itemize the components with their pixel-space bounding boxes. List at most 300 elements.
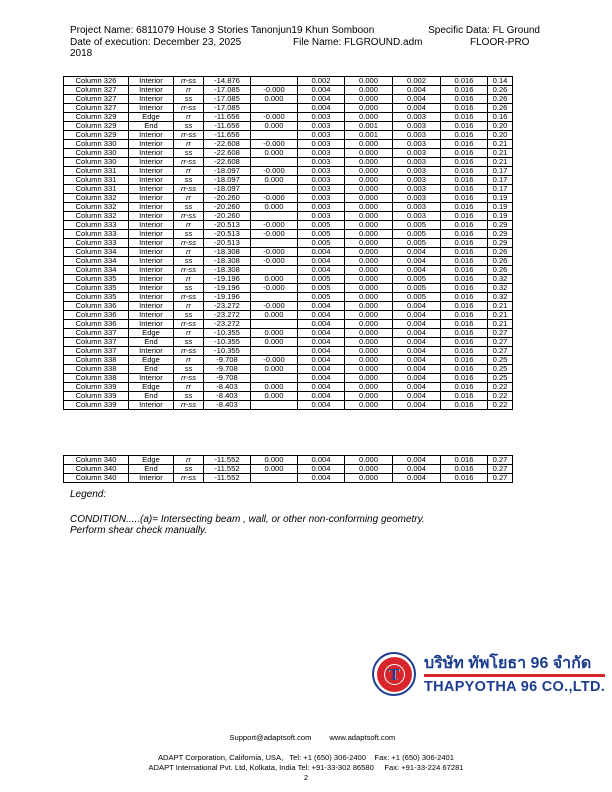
- table-cell: 0.003: [298, 158, 345, 167]
- table-row: [64, 221, 513, 230]
- table-cell: 0.003: [298, 176, 345, 185]
- table-cell: rr: [174, 302, 204, 311]
- table-row: [64, 275, 513, 284]
- table-cell: -18.097: [204, 167, 251, 176]
- table-cell: rr-ss: [174, 320, 204, 329]
- table-row: [64, 230, 513, 239]
- table-cell: Interior: [129, 104, 174, 113]
- table-cell: ss: [174, 122, 204, 131]
- table-cell: 0.003: [393, 140, 441, 149]
- table-cell: 0.25: [488, 374, 513, 383]
- table-cell: -9.708: [204, 365, 251, 374]
- table-cell: 0.000: [345, 212, 393, 221]
- table-cell: -20.513: [204, 230, 251, 239]
- table-cell: 0.000: [345, 113, 393, 122]
- table-cell: Interior: [129, 284, 174, 293]
- table-cell: 0.003: [298, 140, 345, 149]
- legend-section: [70, 489, 425, 536]
- table-cell: Interior: [129, 149, 174, 158]
- table-cell: 0.000: [345, 392, 393, 401]
- logo-text-block: [424, 654, 605, 695]
- table-cell: Column 336: [64, 320, 129, 329]
- table-row: [64, 194, 513, 203]
- table-cell: rr-ss: [174, 185, 204, 194]
- table-cell: 0.004: [393, 302, 441, 311]
- table-cell: [251, 293, 298, 302]
- table-cell: -20.260: [204, 203, 251, 212]
- table-cell: ss: [174, 465, 204, 474]
- table-cell: Column 339: [64, 383, 129, 392]
- table-cell: Column 340: [64, 456, 129, 465]
- table-cell: 0.21: [488, 149, 513, 158]
- table-cell: 0.004: [298, 329, 345, 338]
- table-cell: Interior: [129, 266, 174, 275]
- table-cell: 0.000: [251, 275, 298, 284]
- table-cell: 0.004: [298, 257, 345, 266]
- table-cell: 0.000: [251, 329, 298, 338]
- table-row: [64, 465, 513, 474]
- table-cell: Column 329: [64, 113, 129, 122]
- table-cell: [251, 158, 298, 167]
- table-cell: 0.000: [345, 176, 393, 185]
- table-cell: 0.004: [298, 383, 345, 392]
- table-cell: End: [129, 365, 174, 374]
- table-cell: -19.196: [204, 284, 251, 293]
- table-cell: Column 330: [64, 140, 129, 149]
- table-cell: Interior: [129, 230, 174, 239]
- table-cell: 0.004: [393, 392, 441, 401]
- table-cell: 0.003: [298, 185, 345, 194]
- table-cell: End: [129, 122, 174, 131]
- table-cell: 0.004: [393, 347, 441, 356]
- table-cell: 0.005: [298, 230, 345, 239]
- table-cell: 0.000: [251, 122, 298, 131]
- table-cell: 0.016: [441, 383, 488, 392]
- table-cell: 0.16: [488, 113, 513, 122]
- table-row: [64, 474, 513, 483]
- table-cell: [251, 239, 298, 248]
- table-cell: 0.016: [441, 338, 488, 347]
- table-cell: -22.608: [204, 140, 251, 149]
- table-cell: 0.016: [441, 293, 488, 302]
- table-cell: -17.085: [204, 95, 251, 104]
- table-cell: -23.272: [204, 311, 251, 320]
- table-cell: Interior: [129, 131, 174, 140]
- table-cell: rr-ss: [174, 131, 204, 140]
- table-cell: Column 338: [64, 365, 129, 374]
- table-cell: 0.016: [441, 392, 488, 401]
- project-name: Project Name: 6811079 House 3 Stories Tanonjun19 Khun Somboon: [70, 25, 375, 36]
- table-cell: 0.32: [488, 284, 513, 293]
- table-cell: 0.016: [441, 275, 488, 284]
- table-cell: -11.656: [204, 113, 251, 122]
- table-cell: Interior: [129, 140, 174, 149]
- table-cell: 0.004: [393, 257, 441, 266]
- table-cell: Column 331: [64, 167, 129, 176]
- table-row: [64, 104, 513, 113]
- table-cell: 0.003: [393, 176, 441, 185]
- footer-corporation-line: ADAPT Corporation, California, USA, Tel: +1 (650) 306-2400 Fax: +1 (650) 306-2401: [157, 753, 455, 762]
- table-cell: [251, 131, 298, 140]
- table-cell: 0.000: [345, 365, 393, 374]
- table-row: [64, 176, 513, 185]
- logo-divider: [424, 674, 605, 677]
- table-cell: Column 335: [64, 284, 129, 293]
- header-line-1: [70, 25, 540, 37]
- table-cell: 0.004: [393, 266, 441, 275]
- table-cell: 0.20: [488, 122, 513, 131]
- table-cell: 0.26: [488, 86, 513, 95]
- table-cell: Column 335: [64, 293, 129, 302]
- report-footer: [0, 723, 612, 783]
- table-cell: 0.21: [488, 311, 513, 320]
- table-cell: 0.016: [441, 356, 488, 365]
- table-cell: Interior: [129, 167, 174, 176]
- table-cell: 0.22: [488, 392, 513, 401]
- table-cell: Column 330: [64, 149, 129, 158]
- table-cell: -14.876: [204, 77, 251, 86]
- table-cell: -11.656: [204, 122, 251, 131]
- table-cell: [251, 266, 298, 275]
- logo-badge-icon: [372, 652, 416, 696]
- table-row: [64, 284, 513, 293]
- table-cell: 0.004: [298, 266, 345, 275]
- table-cell: -20.513: [204, 221, 251, 230]
- table-row: [64, 320, 513, 329]
- table-cell: 0.016: [441, 465, 488, 474]
- table-cell: 0.21: [488, 302, 513, 311]
- table-cell: 0.003: [298, 203, 345, 212]
- table-cell: Interior: [129, 257, 174, 266]
- table-cell: 0.004: [393, 474, 441, 483]
- table-cell: ss: [174, 392, 204, 401]
- table-cell: 0.003: [298, 113, 345, 122]
- table-cell: 0.000: [345, 293, 393, 302]
- table-row: [64, 392, 513, 401]
- table-cell: Interior: [129, 302, 174, 311]
- table-cell: 0.004: [298, 374, 345, 383]
- table-cell: 0.016: [441, 230, 488, 239]
- table-cell: -17.085: [204, 86, 251, 95]
- table-cell: 0.004: [393, 365, 441, 374]
- table-cell: 0.016: [441, 140, 488, 149]
- table-cell: Interior: [129, 248, 174, 257]
- table-cell: 0.27: [488, 465, 513, 474]
- table-cell: [251, 185, 298, 194]
- table-cell: -11.552: [204, 474, 251, 483]
- table-cell: 0.016: [441, 347, 488, 356]
- table-cell: -23.272: [204, 302, 251, 311]
- table-row: [64, 113, 513, 122]
- table-cell: 0.000: [345, 374, 393, 383]
- table-cell: Interior: [129, 212, 174, 221]
- table-cell: 0.26: [488, 266, 513, 275]
- table-cell: End: [129, 338, 174, 347]
- table-cell: 0.29: [488, 221, 513, 230]
- table-cell: rr: [174, 456, 204, 465]
- table-cell: 0.000: [345, 239, 393, 248]
- table-cell: 0.004: [298, 356, 345, 365]
- table-cell: 0.000: [345, 284, 393, 293]
- table-cell: 0.005: [298, 239, 345, 248]
- table-cell: Edge: [129, 329, 174, 338]
- table-cell: -11.552: [204, 456, 251, 465]
- table-cell: rr-ss: [174, 212, 204, 221]
- table-cell: Column 339: [64, 401, 129, 410]
- logo-letter-t: T: [388, 664, 400, 684]
- table-cell: 0.016: [441, 365, 488, 374]
- table-cell: 0.26: [488, 104, 513, 113]
- table-cell: 0.016: [441, 212, 488, 221]
- table-cell: 0.004: [393, 104, 441, 113]
- table-cell: -0.000: [251, 248, 298, 257]
- table-cell: rr: [174, 383, 204, 392]
- table-cell: rr-ss: [174, 474, 204, 483]
- table-cell: 0.29: [488, 230, 513, 239]
- table-cell: -19.196: [204, 275, 251, 284]
- table-cell: 0.000: [345, 383, 393, 392]
- table-cell: 0.016: [441, 456, 488, 465]
- table-cell: 0.32: [488, 275, 513, 284]
- table-row: [64, 311, 513, 320]
- page-number: 2: [303, 773, 309, 782]
- table-cell: 0.000: [345, 167, 393, 176]
- table-row: [64, 401, 513, 410]
- table-cell: 0.000: [251, 95, 298, 104]
- table-cell: 0.000: [251, 383, 298, 392]
- table-cell: -20.260: [204, 212, 251, 221]
- table-cell: 0.000: [345, 329, 393, 338]
- table-cell: -17.085: [204, 104, 251, 113]
- table-cell: [251, 347, 298, 356]
- table-cell: rr: [174, 194, 204, 203]
- results-table-continued-body: [64, 456, 513, 483]
- table-cell: rr: [174, 167, 204, 176]
- table-cell: 0.005: [298, 293, 345, 302]
- table-cell: Edge: [129, 113, 174, 122]
- table-cell: 0.000: [345, 266, 393, 275]
- table-cell: ss: [174, 338, 204, 347]
- table-cell: 0.004: [298, 338, 345, 347]
- table-cell: 0.000: [345, 95, 393, 104]
- table-cell: 0.000: [251, 465, 298, 474]
- table-cell: ss: [174, 176, 204, 185]
- table-cell: 0.016: [441, 374, 488, 383]
- table-cell: -20.513: [204, 239, 251, 248]
- table-cell: 0.000: [345, 257, 393, 266]
- table-cell: Edge: [129, 383, 174, 392]
- table-cell: 0.27: [488, 329, 513, 338]
- table-cell: 0.17: [488, 176, 513, 185]
- table-cell: rr-ss: [174, 347, 204, 356]
- table-cell: Column 336: [64, 311, 129, 320]
- table-cell: 0.004: [298, 86, 345, 95]
- table-cell: 0.016: [441, 176, 488, 185]
- table-cell: Interior: [129, 275, 174, 284]
- table-cell: 0.003: [393, 122, 441, 131]
- logo-red-disc: [377, 657, 412, 692]
- table-cell: 0.003: [298, 149, 345, 158]
- table-cell: 0.003: [298, 122, 345, 131]
- table-cell: -0.000: [251, 284, 298, 293]
- legend-condition-line: CONDITION.....(a)= Intersecting beam , wall, or other non-conforming geometry.: [70, 514, 425, 525]
- table-row: [64, 338, 513, 347]
- table-cell: 0.005: [393, 230, 441, 239]
- date-of-execution: Date of execution: December 23, 2025: [70, 36, 242, 48]
- table-cell: 0.000: [345, 275, 393, 284]
- results-table-primary-body: [64, 77, 513, 410]
- table-cell: 0.004: [298, 392, 345, 401]
- table-cell: 0.016: [441, 131, 488, 140]
- table-cell: Interior: [129, 194, 174, 203]
- table-cell: -18.308: [204, 257, 251, 266]
- table-cell: 0.000: [345, 347, 393, 356]
- table-cell: 0.19: [488, 212, 513, 221]
- table-cell: -22.608: [204, 149, 251, 158]
- table-cell: Interior: [129, 203, 174, 212]
- table-cell: 0.004: [298, 474, 345, 483]
- table-cell: [251, 212, 298, 221]
- table-cell: 0.004: [298, 365, 345, 374]
- table-cell: 0.003: [393, 194, 441, 203]
- table-row: [64, 383, 513, 392]
- table-cell: 0.004: [393, 338, 441, 347]
- table-cell: -0.000: [251, 86, 298, 95]
- results-table-continued: [63, 455, 513, 483]
- table-cell: 0.004: [393, 465, 441, 474]
- table-cell: 0.003: [393, 113, 441, 122]
- table-cell: Column 327: [64, 95, 129, 104]
- table-cell: 0.27: [488, 338, 513, 347]
- table-cell: 0.016: [441, 158, 488, 167]
- table-cell: 0.003: [298, 167, 345, 176]
- table-cell: 0.004: [298, 401, 345, 410]
- table-cell: 0.000: [345, 203, 393, 212]
- table-cell: 0.016: [441, 203, 488, 212]
- table-cell: -10.355: [204, 347, 251, 356]
- table-cell: rr: [174, 221, 204, 230]
- table-cell: 0.004: [393, 374, 441, 383]
- table-cell: 0.004: [298, 104, 345, 113]
- table-cell: Edge: [129, 456, 174, 465]
- table-cell: 0.016: [441, 194, 488, 203]
- table-cell: Interior: [129, 185, 174, 194]
- results-table-primary: [63, 76, 513, 410]
- footer-international-line: ADAPT International Pvt. Ltd, Kolkata, India Tel: +91-33-302 86580 Fax: +91-33-224 67281: [148, 763, 464, 772]
- table-cell: 0.000: [345, 474, 393, 483]
- table-cell: 0.000: [251, 203, 298, 212]
- table-cell: 0.000: [345, 338, 393, 347]
- table-row: [64, 140, 513, 149]
- table-cell: rr-ss: [174, 401, 204, 410]
- table-cell: -0.000: [251, 221, 298, 230]
- table-row: [64, 131, 513, 140]
- table-cell: 0.016: [441, 311, 488, 320]
- table-cell: 0.016: [441, 401, 488, 410]
- table-cell: ss: [174, 311, 204, 320]
- table-cell: 0.016: [441, 266, 488, 275]
- table-cell: 0.003: [393, 131, 441, 140]
- table-row: [64, 365, 513, 374]
- table-cell: -18.097: [204, 176, 251, 185]
- table-row: [64, 239, 513, 248]
- table-cell: 0.000: [345, 320, 393, 329]
- legend-spacer: [70, 500, 425, 514]
- table-cell: 0.000: [345, 221, 393, 230]
- table-cell: 0.000: [251, 392, 298, 401]
- table-cell: 0.19: [488, 194, 513, 203]
- table-cell: 0.016: [441, 257, 488, 266]
- table-cell: 0.005: [298, 221, 345, 230]
- specific-data: Specific Data: FL Ground: [428, 25, 540, 36]
- table-cell: 0.004: [298, 95, 345, 104]
- table-cell: 0.000: [251, 365, 298, 374]
- table-cell: 0.27: [488, 474, 513, 483]
- table-cell: -0.000: [251, 302, 298, 311]
- table-cell: End: [129, 392, 174, 401]
- table-cell: rr: [174, 329, 204, 338]
- table-cell: 0.016: [441, 239, 488, 248]
- table-cell: 0.004: [393, 383, 441, 392]
- table-cell: 0.002: [298, 77, 345, 86]
- table-cell: 0.32: [488, 293, 513, 302]
- table-cell: Column 333: [64, 221, 129, 230]
- table-cell: Column 339: [64, 392, 129, 401]
- table-cell: 0.004: [393, 320, 441, 329]
- table-cell: 0.000: [345, 356, 393, 365]
- table-cell: 0.016: [441, 86, 488, 95]
- table-cell: 0.004: [298, 311, 345, 320]
- report-header: [70, 25, 540, 60]
- table-cell: 0.25: [488, 356, 513, 365]
- table-cell: 0.004: [393, 356, 441, 365]
- table-cell: Column 330: [64, 158, 129, 167]
- table-cell: ss: [174, 203, 204, 212]
- table-cell: 0.016: [441, 167, 488, 176]
- table-cell: 0.003: [393, 203, 441, 212]
- table-cell: rr: [174, 248, 204, 257]
- table-cell: -11.552: [204, 465, 251, 474]
- table-cell: 0.002: [393, 77, 441, 86]
- table-cell: Column 331: [64, 176, 129, 185]
- table-cell: Interior: [129, 86, 174, 95]
- table-cell: 0.004: [298, 456, 345, 465]
- table-cell: 0.003: [393, 167, 441, 176]
- table-cell: 0.000: [345, 140, 393, 149]
- table-cell: End: [129, 465, 174, 474]
- table-cell: 0.000: [345, 77, 393, 86]
- table-cell: -18.097: [204, 185, 251, 194]
- table-cell: 0.016: [441, 149, 488, 158]
- table-cell: 0.26: [488, 248, 513, 257]
- table-cell: 0.000: [345, 194, 393, 203]
- table-cell: 0.000: [251, 456, 298, 465]
- table-cell: rr: [174, 356, 204, 365]
- table-cell: Column 335: [64, 275, 129, 284]
- table-cell: ss: [174, 149, 204, 158]
- table-cell: rr-ss: [174, 239, 204, 248]
- table-row: [64, 356, 513, 365]
- table-cell: 0.22: [488, 401, 513, 410]
- table-cell: -0.000: [251, 113, 298, 122]
- table-cell: 0.000: [251, 176, 298, 185]
- table-cell: 0.003: [298, 212, 345, 221]
- table-cell: 0.016: [441, 474, 488, 483]
- table-cell: 0.21: [488, 140, 513, 149]
- table-cell: 0.000: [345, 86, 393, 95]
- table-cell: -10.355: [204, 338, 251, 347]
- table-cell: 0.21: [488, 158, 513, 167]
